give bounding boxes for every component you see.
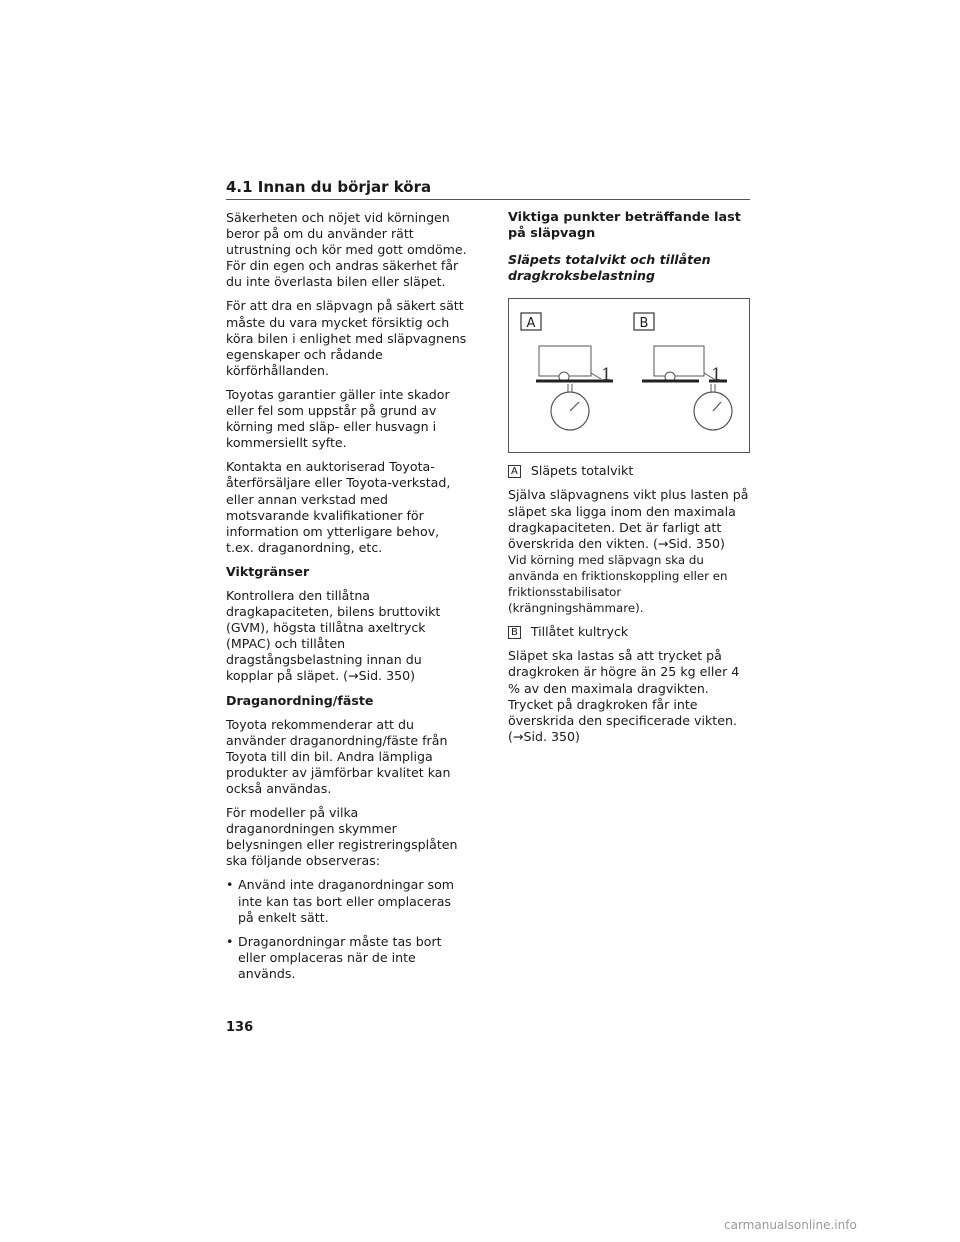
list-item — [226, 934, 470, 982]
bullet-icon: • — [226, 933, 234, 949]
item-a-label: A — [508, 465, 521, 478]
item-b-text: Släpet ska lastas så att trycket på dragkroken är högre än 25 kg eller 4 % av den maximala dragvikten. Trycket på dragkroken får inte överskrida den specificerade vikten. (→Sid. 350) — [508, 648, 740, 744]
watermark: carmanualsonline.info — [724, 1218, 857, 1232]
safe-towing-paragraph: För att dra en släpvagn på säkert sätt måste du vara mycket försiktig och köra bilen i enlighet med släpvagnens egenskaper och rådande körförhållanden. — [226, 298, 467, 378]
hitch-obstruction-paragraph: För modeller på vilka draganordningen skymmer belysningen eller registreringsplåten ska följande observeras: — [226, 805, 458, 869]
intro-paragraph: Säkerheten och nöjet vid körningen beror på om du använder rätt utrustning och kör med gott omdöme. För din egen och andras säkerhet får du inte överlasta bilen eller släpet. — [226, 210, 467, 290]
dealer-paragraph: Kontakta en auktoriserad Toyota-återförsäljare eller Toyota-verkstad, eller annan verkstad med motsvarande kvalifikationer för information om ytterligare behov, t.ex. draganordning, etc. — [226, 459, 451, 555]
label-b-text: B — [639, 316, 649, 332]
hitch-marker-a: 1 — [601, 365, 612, 386]
scale-a-icon — [551, 384, 589, 430]
item-b-heading — [508, 624, 754, 640]
list-item-text: Använd inte draganordningar som inte kan tas bort eller omplaceras på enkelt sätt. — [238, 877, 455, 925]
trailer-load-heading: Viktiga punkter beträffande last på släpvagn — [508, 210, 741, 242]
section-title: 4.1 Innan du börjar köra — [226, 178, 432, 196]
trailer-weight-subheading: Släpets totalvikt och tillåten dragkroksbelastning — [508, 252, 711, 284]
page-number: 136 — [226, 1020, 254, 1035]
list-item-text: Draganordningar måste tas bort eller omplaceras när de inte används. — [238, 933, 442, 981]
left-column — [226, 210, 470, 990]
hitch-heading: Draganordning/fäste — [226, 692, 374, 708]
warranty-paragraph: Toyotas garantier gäller inte skador eller fel som uppstår på grund av körning med släp- eller husvagn i kommersiellt syfte. — [226, 386, 450, 451]
item-a-text: Själva släpvagnens vikt plus lasten på släpet ska ligga inom den maximala dragkapaciteten. Det är farligt att överskrida den vikten. (→Sid. 350) — [508, 487, 749, 551]
label-a-text: A — [526, 316, 536, 332]
weight-limits-heading: Viktgränser — [226, 563, 310, 579]
item-b-title: Tillåtet kultryck — [530, 624, 629, 640]
list-item — [226, 877, 470, 925]
trailer-scale-illustration — [509, 299, 749, 452]
hitch-recommendation-paragraph: Toyota rekommenderar att du använder draganordning/fäste från Toyota till din bil. Andra lämpliga produkter av jämförbar kvalitet kan också användas. — [226, 716, 451, 796]
bullet-icon: • — [226, 877, 234, 893]
trailer-weight-figure — [508, 298, 750, 453]
weight-limits-paragraph: Kontrollera den tillåtna dragkapaciteten, bilens bruttovikt (GVM), högsta tillåtna axeltryck (MPAC) och tillåten dragstångsbelastning innan du kopplar på släpet. (→Sid. 350) — [226, 587, 441, 684]
right-column — [508, 210, 754, 753]
item-a-title: Släpets totalvikt — [530, 463, 634, 479]
scale-b-icon — [694, 384, 732, 430]
item-a-note: Vid körning med släpvagn ska du använda en friktionskoppling eller en friktionsstabilisator (krängningshämmare). — [508, 552, 728, 616]
item-b-label: B — [508, 626, 521, 639]
hitch-marker-b: 1 — [711, 365, 722, 386]
hitch-bullet-list — [226, 877, 470, 982]
item-a-heading — [508, 463, 754, 479]
section-divider — [226, 199, 750, 200]
